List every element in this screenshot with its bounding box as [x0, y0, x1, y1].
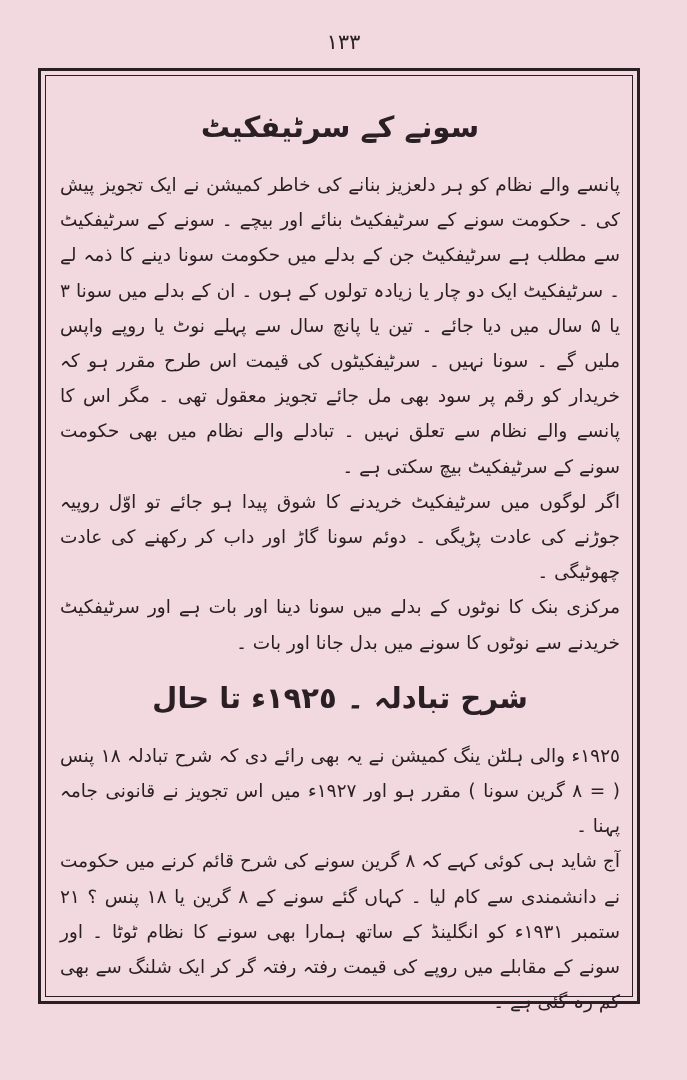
page-content — [60, 100, 620, 1020]
paragraph-gold-certificate-proposal: پانسے والے نظام کو ہر دلعزیز بنانے کی خاطر کمیشن نے ایک تجویز پیش کی ۔ حکومت سونے کے سرٹیفکیٹ بنائے اور بیچے ۔ سونے کے سرٹیفکیٹ سے مطلب ہے سرٹیفکیٹ جن کے بدلے میں حکومت سونا دینے کا ذمہ لے ۔ سرٹیفکیٹ ایک دو چار یا زیادہ تولوں کے ہوں ۔ ان کے بدلے میں سونا ۳ یا ۵ سال میں دیا جائے ۔ تین یا پانچ سال سے پہلے نوٹ یا روپے واپس ملیں گے ۔ سونا نہیں ۔ سرٹیفکیٹوں کی قیمت اس طرح مقرر ہو کہ خریدار کو رقم پر سود بھی مل جائے تجویز معقول تھی ۔ مگر اس کا پانسے والے نظام سے تعلق نہیں ۔ تبادلے والے نظام میں بھی حکومت سونے کے سرٹیفکیٹ بیچ سکتی ہے ۔ — [60, 175, 620, 478]
paragraph-saving-habit: اگر لوگوں میں سرٹیفکیٹ خریدنے کا شوق پیدا ہو جائے تو اوّل روپیہ جوڑنے کی عادت پڑیگی ۔ دوئم سونا گاڑ اور داب کر رکھنے کی عادت چھوٹیگی ۔ — [60, 491, 620, 584]
paragraph-hilton-young-commission: ١٩٢٥ء والی ہلٹن ینگ کمیشن نے یہ بھی رائے دی کہ شرح تبادلہ ١٨ پنس ( = ٨ گرین سونا ) مقرر ہو اور ١٩٢٧ء میں اس تجویز نے قانونی جامہ پہنا ۔ — [60, 745, 621, 838]
section-heading-exchange-rate: شرح تبادلہ ۔ ١٩٢٥ء تا حال — [152, 680, 528, 715]
page-number: ١٣٣ — [326, 30, 361, 54]
section-heading-gold-certificates: سونے کے سرٹیفکیٹ — [200, 110, 480, 144]
paragraph-rupee-value-decline: آج شاید ہی کوئی کہے کہ ٨ گرین سونے کی شرح قائم کرنے میں حکومت نے دانشمندی سے کام لیا ۔ کہاں گئے سونے کے ٨ گرین یا ١٨ پنس ؟ ٢١ ستمبر ١٩٣١ء کو انگلینڈ کے ساتھ ہمارا بھی سونے کا نظام ٹوٹا ۔ اور سونے کے مقابلے میں روپے کی قیمت رفتہ رفتہ گر کر ایک شلنگ سے بھی کم رہ گئی ہے ۔ — [60, 851, 620, 1014]
paragraph-central-bank: مرکزی بنک کا نوٹوں کے بدلے میں سونا دینا اور بات ہے اور سرٹیفکیٹ خریدنے سے نوٹوں کا سونے میں بدل جانا اور بات ۔ — [60, 597, 620, 654]
